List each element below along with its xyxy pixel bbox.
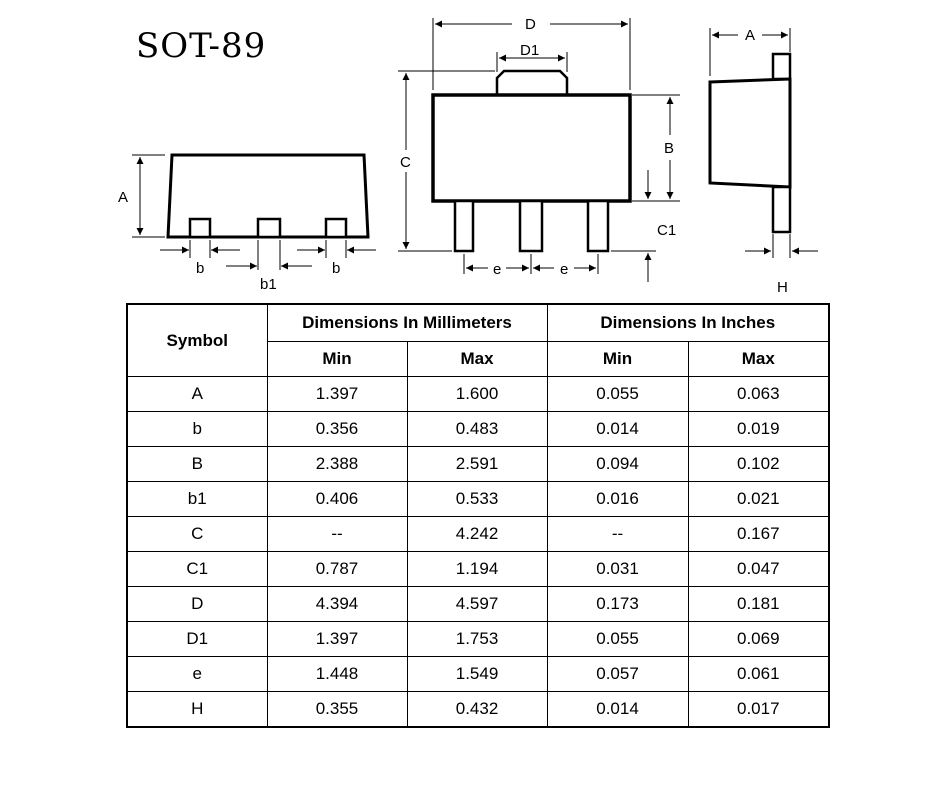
mm-header: Dimensions In Millimeters xyxy=(267,304,547,342)
table-row xyxy=(127,692,829,728)
side-dim-b-left: b xyxy=(196,260,205,277)
table-row xyxy=(127,482,829,517)
table-row xyxy=(127,412,829,447)
cell-in-min: 0.094 xyxy=(547,447,688,482)
cell-in-max: 0.069 xyxy=(688,622,829,657)
top-dim-C1: C1 xyxy=(657,222,677,239)
cell-symbol: e xyxy=(127,657,267,692)
cell-mm-min: 0.787 xyxy=(267,552,407,587)
side-dim-b-right: b xyxy=(332,260,341,277)
table-row xyxy=(127,657,829,692)
end-dim-H: H xyxy=(777,279,788,296)
cell-mm-min: 4.394 xyxy=(267,587,407,622)
cell-mm-min: 1.448 xyxy=(267,657,407,692)
cell-mm-max: 4.597 xyxy=(407,587,547,622)
inches-header: Dimensions In Inches xyxy=(547,304,829,342)
cell-mm-max: 0.432 xyxy=(407,692,547,728)
cell-symbol: b xyxy=(127,412,267,447)
cell-in-min: 0.055 xyxy=(547,377,688,412)
cell-in-min: 0.014 xyxy=(547,412,688,447)
cell-in-min: 0.173 xyxy=(547,587,688,622)
top-dim-B: B xyxy=(664,140,675,157)
mm-min-header: Min xyxy=(267,342,407,377)
side-view xyxy=(118,155,376,293)
cell-mm-max: 2.591 xyxy=(407,447,547,482)
cell-in-max: 0.019 xyxy=(688,412,829,447)
cell-in-min: 0.014 xyxy=(547,692,688,728)
cell-mm-min: 0.355 xyxy=(267,692,407,728)
mm-max-header: Max xyxy=(407,342,547,377)
table-row xyxy=(127,587,829,622)
table-row xyxy=(127,517,829,552)
table-row xyxy=(127,552,829,587)
top-dim-C: C xyxy=(400,154,411,171)
end-view xyxy=(710,27,818,296)
cell-in-max: 0.102 xyxy=(688,447,829,482)
cell-in-max: 0.061 xyxy=(688,657,829,692)
in-min-header: Min xyxy=(547,342,688,377)
cell-mm-max: 0.483 xyxy=(407,412,547,447)
cell-symbol: b1 xyxy=(127,482,267,517)
cell-mm-max: 1.600 xyxy=(407,377,547,412)
cell-in-min: -- xyxy=(547,517,688,552)
cell-mm-min: 0.406 xyxy=(267,482,407,517)
cell-symbol: H xyxy=(127,692,267,728)
end-dim-A: A xyxy=(745,27,756,44)
cell-in-max: 0.047 xyxy=(688,552,829,587)
table-row xyxy=(127,447,829,482)
symbol-header: Symbol xyxy=(127,304,267,377)
top-dim-D: D xyxy=(525,16,536,33)
top-dim-e-right: e xyxy=(560,261,569,278)
table-row xyxy=(127,622,829,657)
table-body xyxy=(127,377,829,728)
cell-mm-min: 1.397 xyxy=(267,377,407,412)
cell-symbol: B xyxy=(127,447,267,482)
cell-mm-max: 1.753 xyxy=(407,622,547,657)
package-outline-drawing xyxy=(0,0,945,300)
cell-in-max: 0.063 xyxy=(688,377,829,412)
cell-symbol: C xyxy=(127,517,267,552)
table-row xyxy=(127,377,829,412)
top-dim-D1: D1 xyxy=(520,42,540,59)
cell-in-min: 0.057 xyxy=(547,657,688,692)
cell-in-min: 0.055 xyxy=(547,622,688,657)
dimensions-table xyxy=(126,303,830,728)
cell-mm-min: -- xyxy=(267,517,407,552)
cell-in-max: 0.021 xyxy=(688,482,829,517)
top-view xyxy=(398,16,680,282)
cell-mm-min: 0.356 xyxy=(267,412,407,447)
cell-mm-max: 1.194 xyxy=(407,552,547,587)
cell-mm-min: 1.397 xyxy=(267,622,407,657)
package-title: SOT-89 xyxy=(136,26,267,66)
side-dim-b1: b1 xyxy=(260,276,277,293)
cell-in-min: 0.031 xyxy=(547,552,688,587)
cell-mm-max: 0.533 xyxy=(407,482,547,517)
cell-symbol: D1 xyxy=(127,622,267,657)
side-dim-A: A xyxy=(118,189,129,206)
cell-symbol: A xyxy=(127,377,267,412)
cell-in-min: 0.016 xyxy=(547,482,688,517)
cell-in-max: 0.181 xyxy=(688,587,829,622)
cell-mm-max: 4.242 xyxy=(407,517,547,552)
cell-symbol: D xyxy=(127,587,267,622)
cell-symbol: C1 xyxy=(127,552,267,587)
cell-mm-min: 2.388 xyxy=(267,447,407,482)
top-dim-e-left: e xyxy=(493,261,502,278)
cell-in-max: 0.017 xyxy=(688,692,829,728)
in-max-header: Max xyxy=(688,342,829,377)
cell-mm-max: 1.549 xyxy=(407,657,547,692)
cell-in-max: 0.167 xyxy=(688,517,829,552)
